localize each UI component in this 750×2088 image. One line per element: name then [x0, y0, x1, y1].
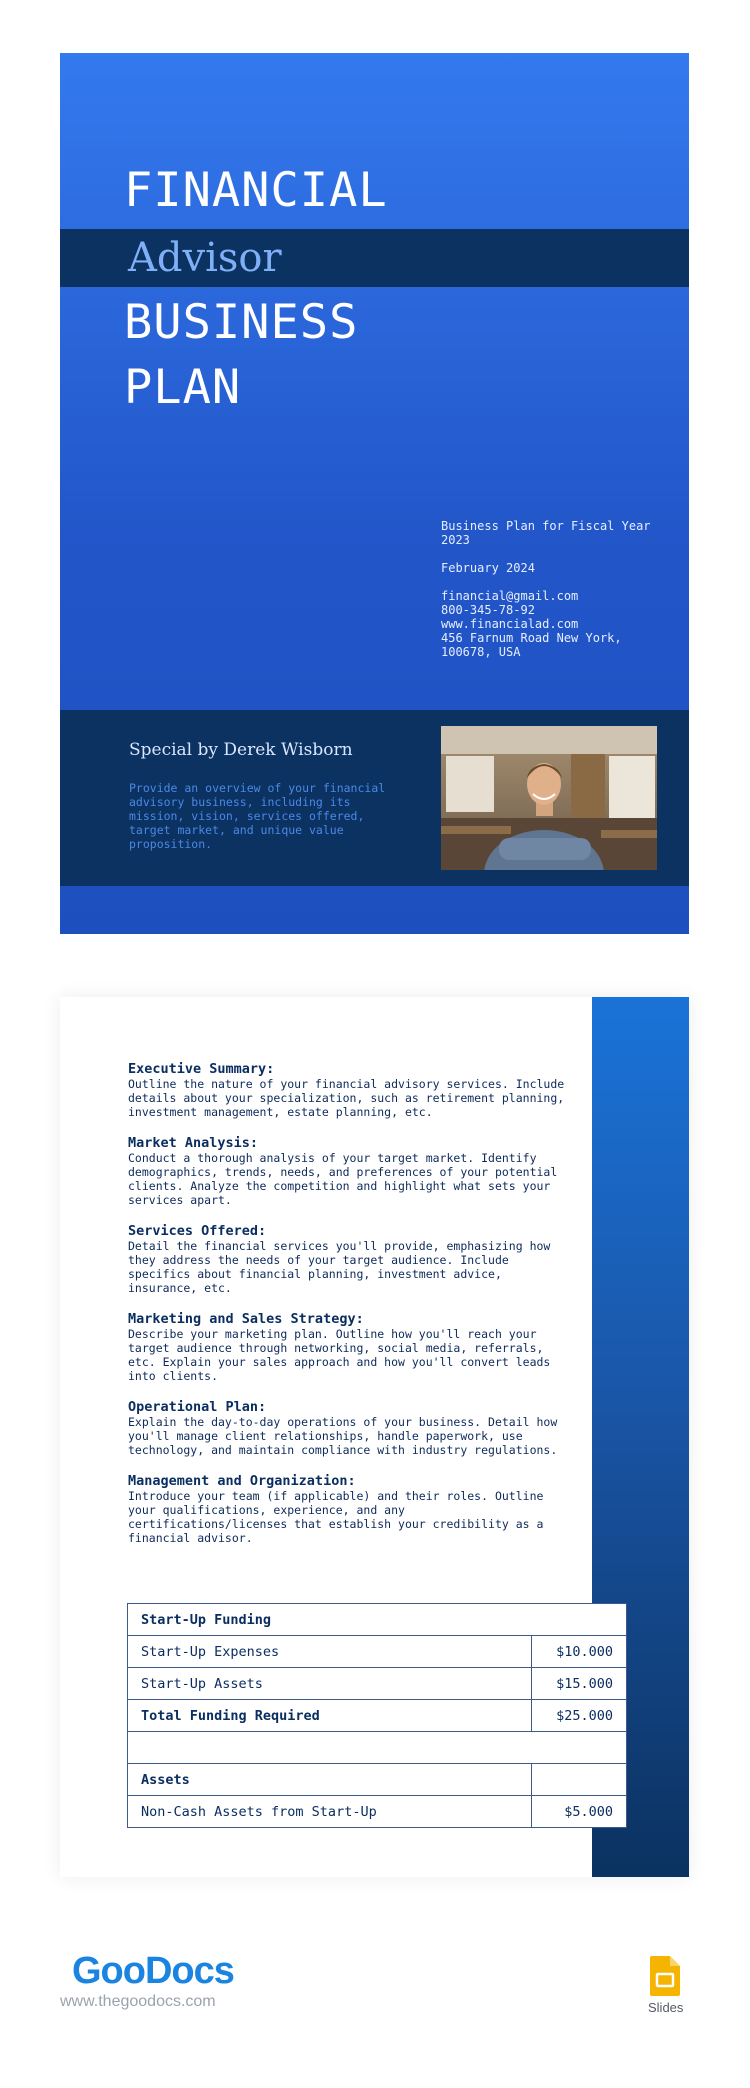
- assets-header: Assets: [128, 1764, 532, 1796]
- noncash-label: Non-Cash Assets from Start-Up: [128, 1796, 532, 1828]
- section-title: Marketing and Sales Strategy:: [128, 1311, 364, 1327]
- title-business: BUSINESS: [124, 295, 359, 350]
- section-text: Outline the nature of your financial advisory services. Include details about your specialization, such as retirement planning, investment management, estate planning, etc.: [128, 1077, 565, 1119]
- table-row: [128, 1796, 627, 1828]
- noncash-value: $5.000: [532, 1796, 627, 1828]
- special-band: [60, 710, 689, 886]
- section-text: Detail the financial services you'll provide, emphasizing how they address the needs of your target audience. Include specifics about financial planning, investment advice, insurance, etc.: [128, 1239, 551, 1295]
- section-text: Introduce your team (if applicable) and their roles. Outline your qualifications, experience, and any certifications/licenses that establish your credibility as a financial advisor.: [128, 1489, 544, 1545]
- table-row-empty: [128, 1732, 627, 1764]
- section-title: Operational Plan:: [128, 1399, 267, 1415]
- contact-address: 456 Farnum Road New York, 100678, USA: [441, 631, 622, 659]
- section-title: Services Offered:: [128, 1223, 267, 1239]
- section-title: Management and Organization:: [128, 1473, 356, 1489]
- section-management: [128, 1473, 568, 1545]
- total-label: Total Funding Required: [128, 1700, 532, 1732]
- funding-header: Start-Up Funding: [128, 1604, 627, 1636]
- section-title: Market Analysis:: [128, 1135, 259, 1151]
- expenses-value: $10.000: [532, 1636, 627, 1668]
- footer-website[interactable]: www.thegoodocs.com: [60, 1993, 216, 2010]
- assets-label: Start-Up Assets: [128, 1668, 532, 1700]
- advisor-band: [60, 229, 689, 287]
- slides-label: Slides: [648, 2000, 684, 2015]
- table-row: [128, 1636, 627, 1668]
- section-text: Conduct a thorough analysis of your target market. Identify demographics, trends, needs, and preferences of your potential clients. Analyze the competition and highlight what sets your services apart.: [128, 1151, 558, 1207]
- section-marketing-sales: [128, 1311, 568, 1383]
- special-by: Special by Derek Wisborn: [129, 740, 353, 760]
- plan-for-text: Business Plan for Fiscal Year 2023: [441, 519, 651, 547]
- contact-email: financial@gmail.com: [441, 589, 579, 603]
- contact-phone: 800-345-78-92: [441, 603, 535, 617]
- title-advisor: Advisor: [128, 235, 282, 281]
- content-page: [60, 997, 689, 1877]
- title-financial: FINANCIAL: [124, 163, 388, 218]
- contact-website: www.financialad.com: [441, 617, 579, 631]
- table-row: [128, 1604, 627, 1636]
- section-text: Explain the day-to-day operations of your business. Detail how you'll manage client relationships, handle paperwork, use technology, and maintain compliance with industry regulations.: [128, 1415, 558, 1457]
- section-text: Describe your marketing plan. Outline how you'll reach your target audience through networking, social media, referrals, etc. Explain your sales approach and how you'll convert leads into clients.: [128, 1327, 551, 1383]
- cover-page: [60, 53, 689, 934]
- empty-cell: [128, 1732, 627, 1764]
- table-row: [128, 1668, 627, 1700]
- assets-value: $15.000: [532, 1668, 627, 1700]
- plan-date: February 2024: [441, 561, 535, 575]
- google-slides-icon[interactable]: [650, 1956, 680, 1996]
- advisor-photo: [441, 726, 657, 870]
- expenses-label: Start-Up Expenses: [128, 1636, 532, 1668]
- section-services-offered: [128, 1223, 568, 1295]
- title-plan: PLAN: [124, 360, 242, 415]
- table-row: [128, 1764, 627, 1796]
- section-executive-summary: [128, 1061, 568, 1119]
- funding-table: [127, 1603, 627, 1828]
- plan-info: [441, 519, 671, 659]
- plan-sections: [128, 1061, 568, 1561]
- section-market-analysis: [128, 1135, 568, 1207]
- assets-header-value-cell: [532, 1764, 627, 1796]
- total-value: $25.000: [532, 1700, 627, 1732]
- section-operational-plan: [128, 1399, 568, 1457]
- section-title: Executive Summary:: [128, 1061, 275, 1077]
- goodocs-logo[interactable]: GooDocs: [72, 1950, 234, 1992]
- overview-text: Provide an overview of your financial advisory business, including its mission, vision, services offered, target market, and unique value proposition.: [129, 781, 386, 851]
- table-row: [128, 1700, 627, 1732]
